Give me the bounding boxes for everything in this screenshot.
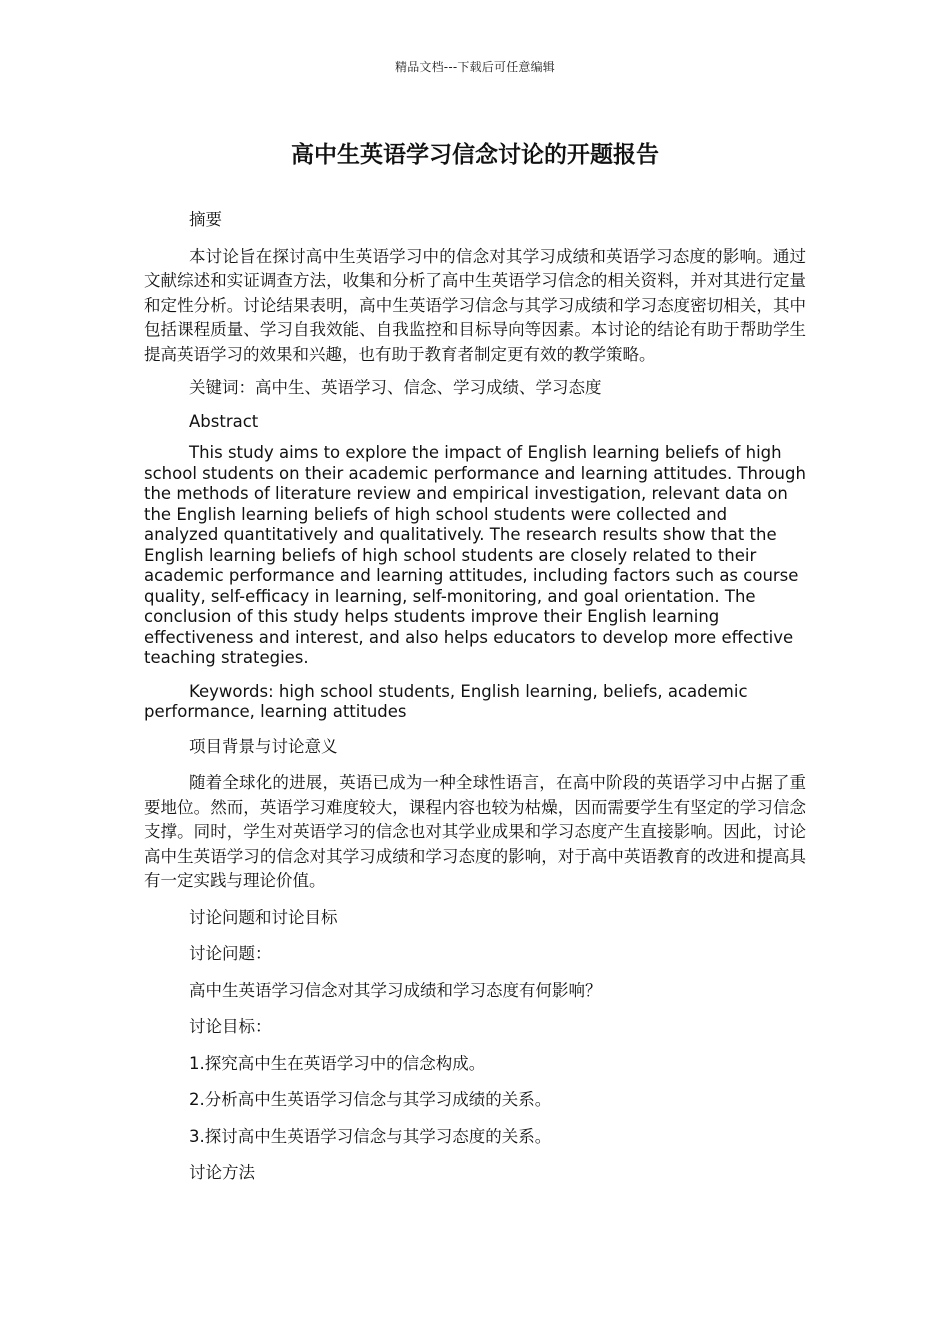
background-paragraph: 随着全球化的进展，英语已成为一种全球性语言，在高中阶段的英语学习中占据了重要地位。然而，英语学习难度较大，课程内容也较为枯燥，因而需要学生有坚定的学习信念支撑。同时，学生对英语学习的信念也对其学业成果和学习态度产生直接影响。因此，讨论高中生英语学习的信念对其学习成绩和学习态度的影响，对于高中英语教育的改进和提高具有一定实践与理论价值。 [144, 773, 806, 890]
keywords-cn: 关键词：高中生、英语学习、信念、学习成绩、学习态度 [189, 378, 602, 397]
objective-item-2: 2.分析高中生英语学习信念与其学习成绩的关系。 [189, 1090, 552, 1109]
background-heading: 项目背景与讨论意义 [189, 736, 338, 756]
header-note: 精品文档---下载后可任意编辑 [395, 60, 555, 74]
abstract-cn-heading: 摘要 [189, 210, 222, 229]
question-label: 讨论问题： [189, 944, 272, 963]
document-title: 高中生英语学习信念讨论的开题报告 [291, 142, 659, 168]
objective-item-1: 1.探究高中生在英语学习中的信念构成。 [189, 1053, 486, 1073]
abstract-cn-paragraph: 本讨论旨在探讨高中生英语学习中的信念对其学习成绩和英语学习态度的影响。通过文献综述和实证调查方法，收集和分析了高中生英语学习信念的相关资料，并对其进行定量和定性分析。讨论结果表明，高中生英语学习信念与其学习成绩和学习态度密切相关，其中包括课程质量、学习自我效能、自我监控和目标导向等因素。本讨论的结论有助于帮助学生提高英语学习的效果和兴趣，也有助于教育者制定更有效的教学策略。 [144, 246, 806, 364]
objective-item-3: 3.探讨高中生英语学习信念与其学习态度的关系。 [189, 1126, 552, 1146]
questions-heading: 讨论问题和讨论目标 [189, 907, 338, 927]
methods-heading: 讨论方法 [189, 1163, 255, 1182]
abstract-en-heading: Abstract [189, 411, 259, 431]
keywords-en: Keywords: high school students, English learning, beliefs, academic performance, learning attitudes [144, 681, 748, 721]
question-text: 高中生英语学习信念对其学习成绩和学习态度有何影响？ [189, 980, 602, 1000]
abstract-en-paragraph: This study aims to explore the impact of English learning beliefs of high school students on their academic performance and learning attitudes. Through the methods of literature review and empirical investigation, relevant data on the English learning beliefs of high school students were collected and analyzed quantitatively and qualitatively. The research results show that the English learning beliefs of high school students are closely related to their academic performance and learning attitudes, including factors such as course quality, self-efficacy in learning, self-monitoring, and goal orientation. The conclusion of this study helps students improve their English learning effectiveness and interest, and also helps educators to develop more effective teaching strategies. [144, 443, 806, 667]
objectives-label: 讨论目标： [189, 1017, 272, 1036]
document-body [144, 208, 806, 1186]
